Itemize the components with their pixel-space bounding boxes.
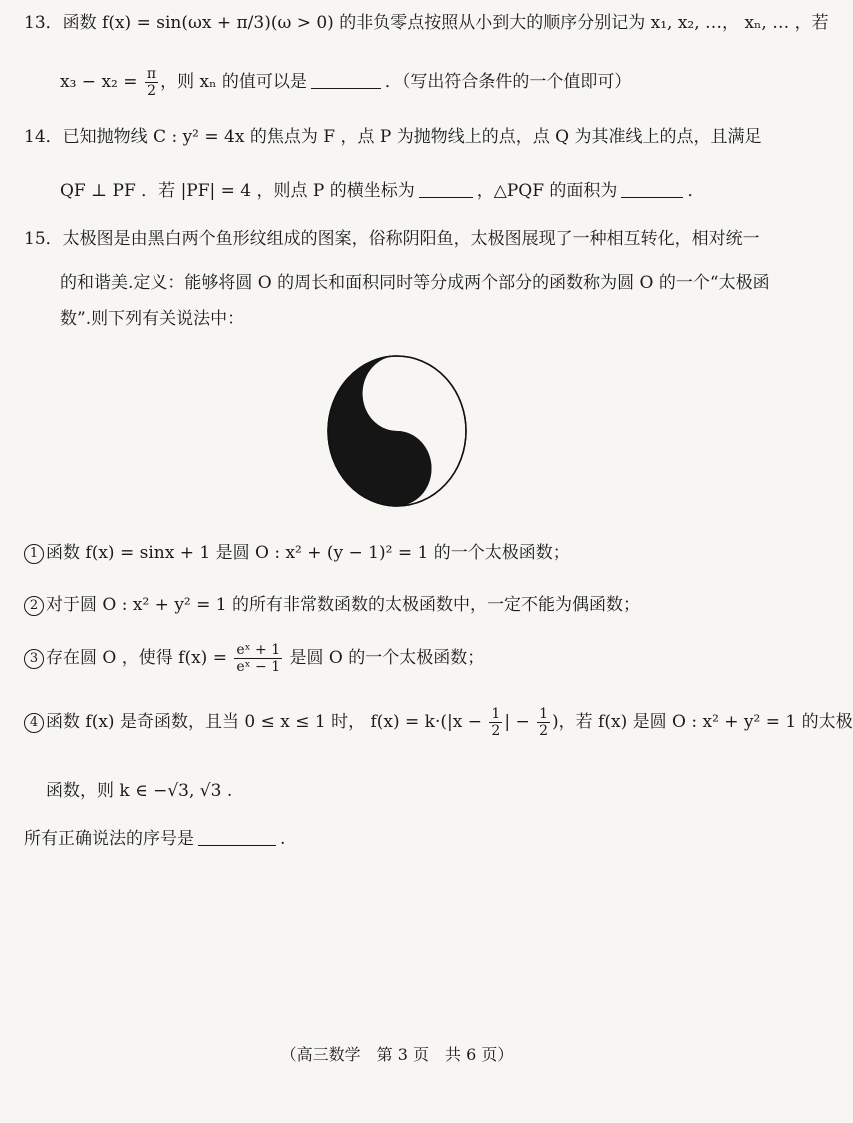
q13-frac-den: 2 (147, 83, 156, 99)
q13-note: ．（写出符合条件的一个值即可） (384, 72, 632, 92)
statement-4-mid: | − (504, 712, 536, 732)
statement-2-text: 对于圆 O : x² + y² = 1 的所有非常数函数的太极函数中，一定不能为偶函数； (46, 595, 641, 615)
statement-3-fraction (234, 642, 282, 675)
page-footer: （高三数学 第 3 页 共 6 页） (280, 1045, 514, 1064)
answer-prompt: 所有正确说法的序号是 (24, 829, 194, 849)
statement-1-marker: 1 (24, 544, 44, 564)
q14-text-a: QF ⊥ PF ．若 |PF| = 4 ，则点 P 的横坐标为 (60, 181, 415, 201)
q13-fraction (145, 66, 158, 99)
q13-condition: x₃ − x₂ = (60, 72, 143, 92)
q15-line1: 15．太极图是由黑白两个鱼形纹组成的图案，俗称阴阳鱼，太极图展现了一种相互转化，相对统一 (24, 229, 760, 249)
statement-4-half-2 (537, 706, 550, 739)
statement-3 (24, 642, 484, 675)
statement-3-pre: 存在圆 O ，使得 f(x) = (46, 648, 233, 668)
q13-line1: 13．函数 f(x) = sin(ωx + π/3)(ω > 0) 的非负零点按照从小到大的顺序分别记为 x₁, x₂, …， xₙ, … ，若 (24, 13, 829, 33)
statement-4-half-1-den: 2 (491, 723, 501, 739)
q14-text-c: ． (687, 181, 705, 201)
statement-3-frac-den: eˣ − 1 (236, 659, 281, 675)
statement-3-marker: 3 (24, 649, 44, 669)
q15-line2: 的和谐美.定义：能够将圆 O 的周长和面积同时等分成两个部分的函数称为圆 O 的一个“太极函 (60, 273, 770, 293)
q14-line2 (60, 176, 704, 201)
statement-2-marker: 2 (24, 596, 44, 616)
answer-line (24, 824, 285, 849)
statement-3-post: 是圆 O 的一个太极函数； (284, 648, 485, 668)
answer-end: . (280, 829, 286, 849)
statement-4-post: )，若 f(x) 是圆 O : x² + y² = 1 的太极 (552, 712, 853, 732)
q13-prompt: ，则 xₙ 的值可以是 (160, 72, 307, 92)
statement-4-pre: 函数 f(x) 是奇函数，且当 0 ≤ x ≤ 1 时， f(x) = k·(|x − (46, 712, 488, 732)
taiji-icon (328, 356, 466, 506)
answer-blank[interactable] (198, 829, 276, 846)
statement-3-frac-num: eˣ + 1 (236, 642, 281, 658)
statement-4-line2: 函数，则 k ∈ −√3, √3 . (46, 781, 233, 801)
q14-line1: 14．已知抛物线 C : y² = 4x 的焦点为 F ，点 P 为抛物线上的点，点 Q 为其准线上的点，且满足 (24, 127, 762, 147)
statement-4-half-2-den: 2 (539, 723, 549, 739)
q13-answer-blank[interactable] (311, 72, 381, 89)
statement-1-text: 函数 f(x) = sinx + 1 是圆 O : x² + (y − 1)² = 1 的一个太极函数； (46, 543, 570, 563)
q13-frac-num: π (146, 66, 157, 82)
statement-4-marker: 4 (24, 713, 44, 733)
q15-line3: 数”.则下列有关说法中： (60, 309, 245, 329)
q13-line2 (60, 66, 631, 99)
statement-4 (24, 706, 853, 739)
q14-blank-2[interactable] (621, 181, 683, 198)
q14-text-b: ，△PQF 的面积为 (476, 181, 618, 201)
statement-4-half-1 (489, 706, 502, 739)
q14-blank-1[interactable] (419, 181, 473, 198)
statement-2 (24, 590, 640, 616)
taiji-diagram (327, 355, 467, 507)
statement-1 (24, 538, 570, 564)
statement-4-half-1-num: 1 (491, 706, 501, 722)
statement-4-half-2-num: 1 (539, 706, 549, 722)
